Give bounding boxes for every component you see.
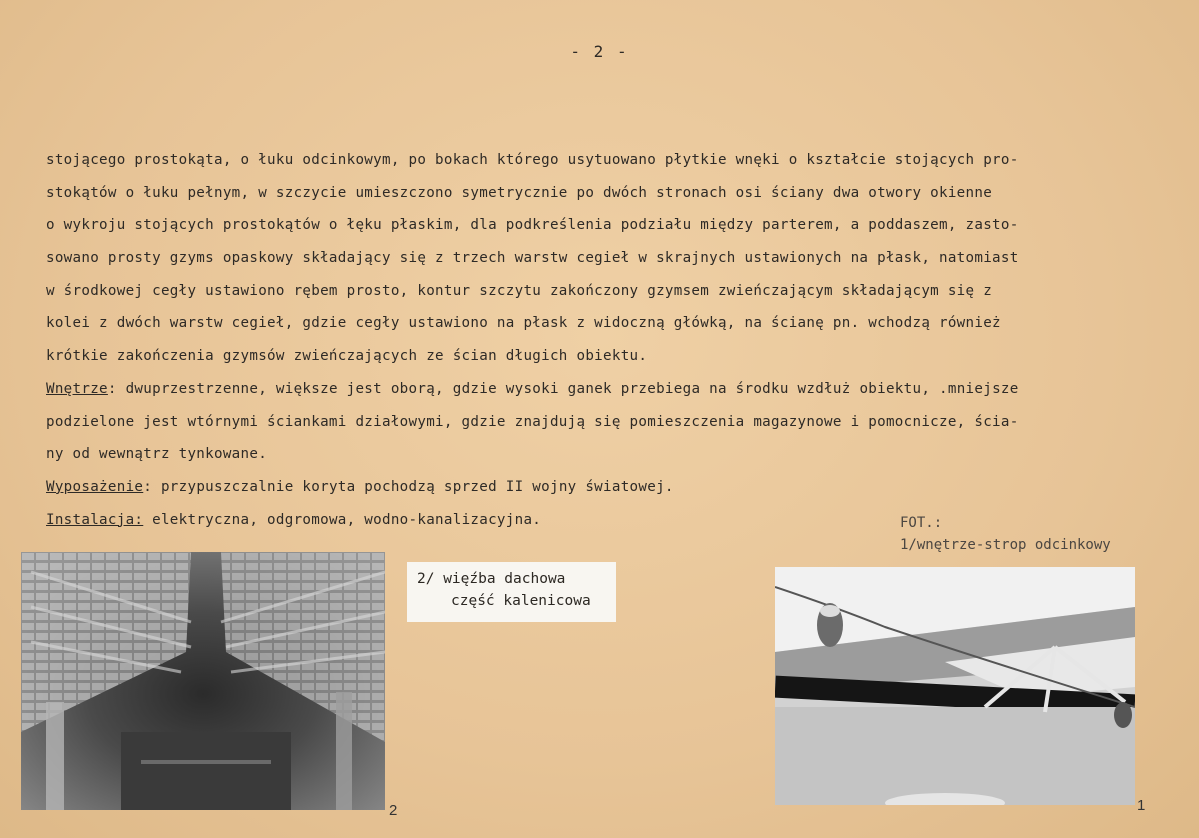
fot-label: FOT.: xyxy=(900,515,943,531)
photo-number-right: 1 xyxy=(1137,797,1146,814)
installation-heading: Instalacja: xyxy=(46,511,144,528)
photo-caption-block xyxy=(900,512,1111,556)
page-number: - 2 - xyxy=(570,42,629,61)
body-line: o wykroju stojących prostokątów o łęku płaskim, dla podkreślenia podziału między parterem, a poddaszem, zasto- xyxy=(46,217,1019,234)
interior-line: podzielone jest wtórnymi ściankami działowymi, gdzie znajdują się pomieszczenia magazynowe i pomocnicze, ścia- xyxy=(46,413,1019,430)
equipment-text: : przypuszczalnie koryta pochodzą sprzed II wojny światowej. xyxy=(143,478,674,495)
photo-number-left: 2 xyxy=(389,802,398,819)
equipment-section xyxy=(46,471,1186,504)
body-line: kolei z dwóch warstw cegieł, gdzie cegły ustawiono na płask z widoczną główką, na ścianę pn. wchodzą również xyxy=(46,315,1001,332)
photo-label-card xyxy=(407,562,616,622)
interior-section xyxy=(46,373,1186,406)
equipment-heading: Wyposażenie xyxy=(46,478,144,495)
body-line: stokątów o łuku pełnym, w szczycie umieszczono symetrycznie po dwóch stronach osi ściany dwa otwory okienne xyxy=(46,184,993,201)
photo-label-line2: część kalenicowa xyxy=(451,593,591,609)
body-line: w środkowej cegły ustawiono rębem prosto, kontur szczytu zakończony gzymsem zwieńczającym składającym się z xyxy=(46,282,993,299)
description-text xyxy=(46,144,1186,536)
installation-text: elektryczna, odgromowa, wodno-kanalizacyjna. xyxy=(143,511,542,528)
photo-label-line1: 2/ więźba dachowa xyxy=(417,571,566,587)
roof-truss-photo xyxy=(21,552,385,810)
interior-line: ny od wewnątrz tynkowane. xyxy=(46,446,268,463)
fot-caption: 1/wnętrze-strop odcinkowy xyxy=(900,537,1111,553)
interior-heading: Wnętrze xyxy=(46,380,108,397)
body-line: stojącego prostokąta, o łuku odcinkowym, po bokach którego usytuowano płytkie wnęki o kształcie stojących pro- xyxy=(46,152,1019,168)
body-line: krótkie zakończenia gzymsów zwieńczających ze ścian długich obiektu. xyxy=(46,348,648,365)
interior-ceiling-photo xyxy=(775,567,1135,805)
interior-text: : dwuprzestrzenne, większe jest oborą, gdzie wysoki ganek przebiega na środku wzdłuż obiektu, .mniejsze xyxy=(107,380,1019,397)
body-line: sowano prosty gzyms opaskowy składający się z trzech warstw cegieł w skrajnych ustawionych na płask, natomiast xyxy=(46,250,1019,267)
